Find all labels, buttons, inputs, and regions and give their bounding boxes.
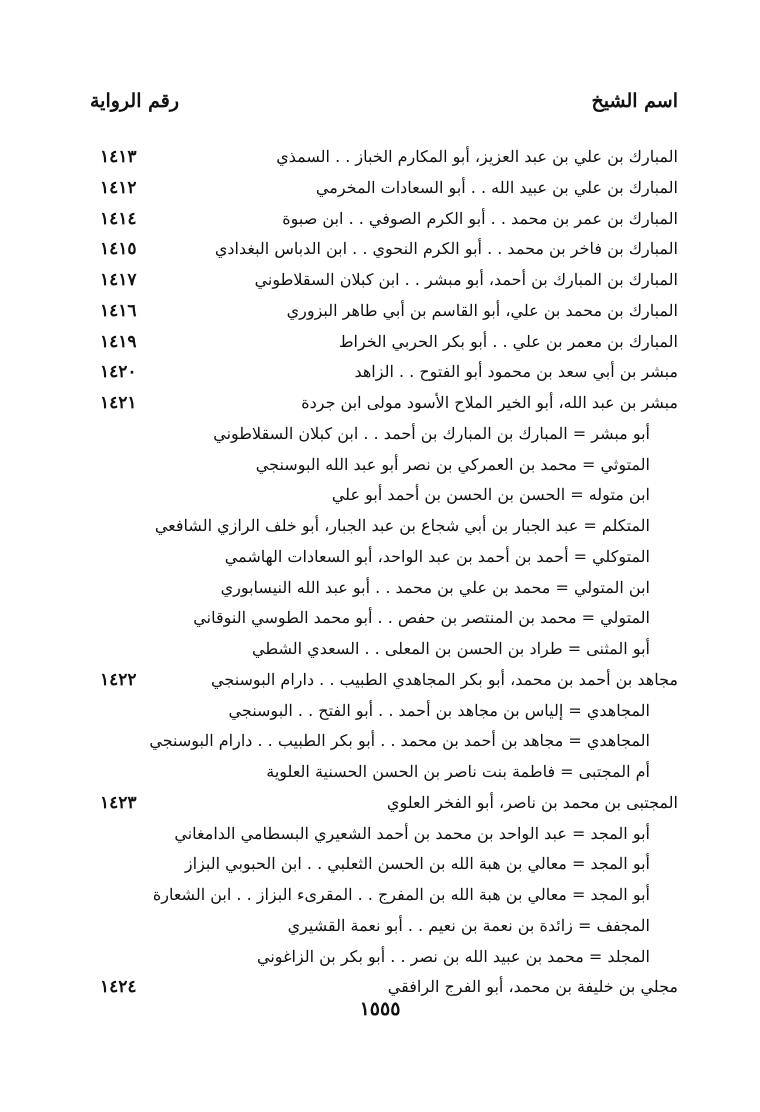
narration-number: ١٤١٦ (100, 300, 137, 321)
list-item (90, 327, 678, 358)
list-item (90, 173, 678, 204)
sheikh-name: المبارك بن المبارك بن أحمد، أبو مبشر . . ابن كبلان السقلاطوني (254, 270, 678, 289)
sheikh-name: أبو المجد = عبد الواحد بن محمد بن أحمد الشعيري البسطامي الدامغاني (174, 823, 650, 843)
sheikh-name: أم المجتبى = فاطمة بنت ناصر بن الحسن الحسنية العلوية (266, 762, 650, 781)
narration-number-column-title: رقم الرواية (90, 90, 179, 112)
sheikh-name: ابن المتولي = محمد بن علي بن محمد . . أبو عبد الله النيسابوري (220, 577, 650, 597)
list-item (90, 634, 678, 665)
list-item (90, 603, 678, 634)
sheikh-name: المتوثي = محمد بن العمركي بن نصر أبو عبد الله البوسنجي (255, 454, 650, 474)
list-item (90, 419, 678, 450)
list-item (90, 665, 678, 696)
list-item (90, 942, 678, 973)
list-item (90, 450, 678, 481)
narration-number: ١٤١٥ (100, 239, 137, 260)
sheikh-name: المبارك بن علي بن عبد العزيز، أبو المكارم الخباز . . السمذي (276, 147, 678, 166)
sheikh-name: مبشر بن عبد الله، أبو الخير الملاح الأسود مولى ابن جردة (301, 393, 678, 412)
sheikh-name: المجتبى بن محمد بن ناصر، أبو الفخر العلوي (386, 792, 678, 812)
sheikh-name: أبو المثنى = طراد بن الحسن بن المعلى . . السعدي الشطي (252, 639, 650, 658)
page-number: ١٥٥٥ (359, 998, 401, 1020)
narration-number: ١٤٢٢ (100, 669, 137, 690)
sheikh-name: المبارك بن محمد بن علي، أبو القاسم بن أبي طاهر البزوري (286, 300, 678, 320)
sheikh-name: المتولي = محمد بن المنتصر بن حفص . . أبو محمد الطوسي النوقاني (193, 608, 650, 628)
sheikh-name: أبو مبشر = المبارك بن المبارك بن أحمد . . ابن كبلان السقلاطوني (213, 423, 650, 443)
list-item (90, 819, 678, 850)
sheikh-name: المبارك بن علي بن عبيد الله . . أبو السعادات المخرمي (315, 177, 678, 197)
list-item (90, 726, 678, 757)
narration-number: ١٤١٩ (100, 331, 137, 352)
entry-list (90, 142, 678, 1003)
sheikh-name: المبارك بن فاخر بن محمد . . أبو الكرم النحوي . . ابن الدباس البغدادي (214, 239, 678, 259)
narration-number: ١٤١٢ (100, 177, 137, 198)
list-item (90, 265, 678, 296)
narration-number: ١٤٢٠ (100, 362, 137, 383)
list-item (90, 204, 678, 235)
sheikh-name: مجلي بن خليفة بن محمد، أبو الفرج الرافقي (387, 977, 678, 997)
sheikh-name: المتكلم = عبد الجبار بن أبي شجاع بن عبد الجبار، أبو خلف الرازي الشافعي (154, 516, 650, 535)
sheikh-name: المجاهدي = إلياس بن مجاهد بن أحمد . . أبو الفتح . . البوسنجي (228, 700, 650, 720)
narration-number: ١٤٢١ (100, 393, 137, 413)
sheikh-name-column-title: اسم الشيخ (591, 90, 678, 112)
sheikh-name: مجاهد بن أحمد بن محمد، أبو بكر المجاهدي الطبيب . . دارام البوسنجي (211, 669, 678, 689)
list-item (90, 357, 678, 388)
sheikh-name: المجلد = محمد بن عبيد الله بن نصر . . أبو بكر بن الزاغوني (257, 946, 650, 966)
list-item (90, 573, 678, 604)
sheikh-name: المتوكلي = أحمد بن أحمد بن عبد الواحد، أبو السعادات الهاشمي (224, 546, 650, 566)
list-item (90, 511, 678, 542)
list-item (90, 849, 678, 880)
sheikh-name: أبو المجد = معالي بن هبة الله بن المفرج . . المقرىء البزاز . . ابن الشعارة (152, 885, 650, 904)
narration-number: ١٤٢٤ (100, 977, 137, 998)
narration-number: ١٤٢٣ (100, 792, 137, 813)
list-item (90, 911, 678, 942)
list-item (90, 234, 678, 265)
sheikh-name: أبو المجد = معالي بن هبة الله بن الحسن الثعلبي . . ابن الحبوبي البزاز (184, 854, 650, 874)
list-item (90, 388, 678, 419)
sheikh-name: مبشر بن أبي سعد بن محمود أبو الفتوح . . الزاهد (354, 362, 678, 382)
column-header (90, 90, 678, 124)
list-item (90, 880, 678, 911)
list-item (90, 296, 678, 327)
sheikh-name: المجاهدي = مجاهد بن أحمد بن محمد . . أبو بكر الطبيب . . دارام البوسنجي (149, 731, 650, 751)
list-item (90, 757, 678, 788)
list-item (90, 142, 678, 173)
sheikh-name: المبارك بن معمر بن علي . . أبو بكر الحربي الخراط (338, 331, 678, 351)
list-item (90, 788, 678, 819)
sheikh-name: المجفف = زائدة بن نعمة بن نعيم . . أبو نعمة القشيري (287, 915, 650, 935)
narration-number: ١٤١٣ (100, 147, 137, 167)
narration-number: ١٤١٧ (100, 270, 137, 290)
narration-number: ١٤١٤ (100, 208, 137, 229)
list-item (90, 696, 678, 727)
list-item (90, 480, 678, 511)
sheikh-name: ابن متوله = الحسن بن الحسن بن أحمد أبو علي (331, 485, 650, 505)
sheikh-name: المبارك بن عمر بن محمد . . أبو الكرم الصوفي . . ابن صبوة (282, 208, 678, 228)
list-item (90, 542, 678, 573)
